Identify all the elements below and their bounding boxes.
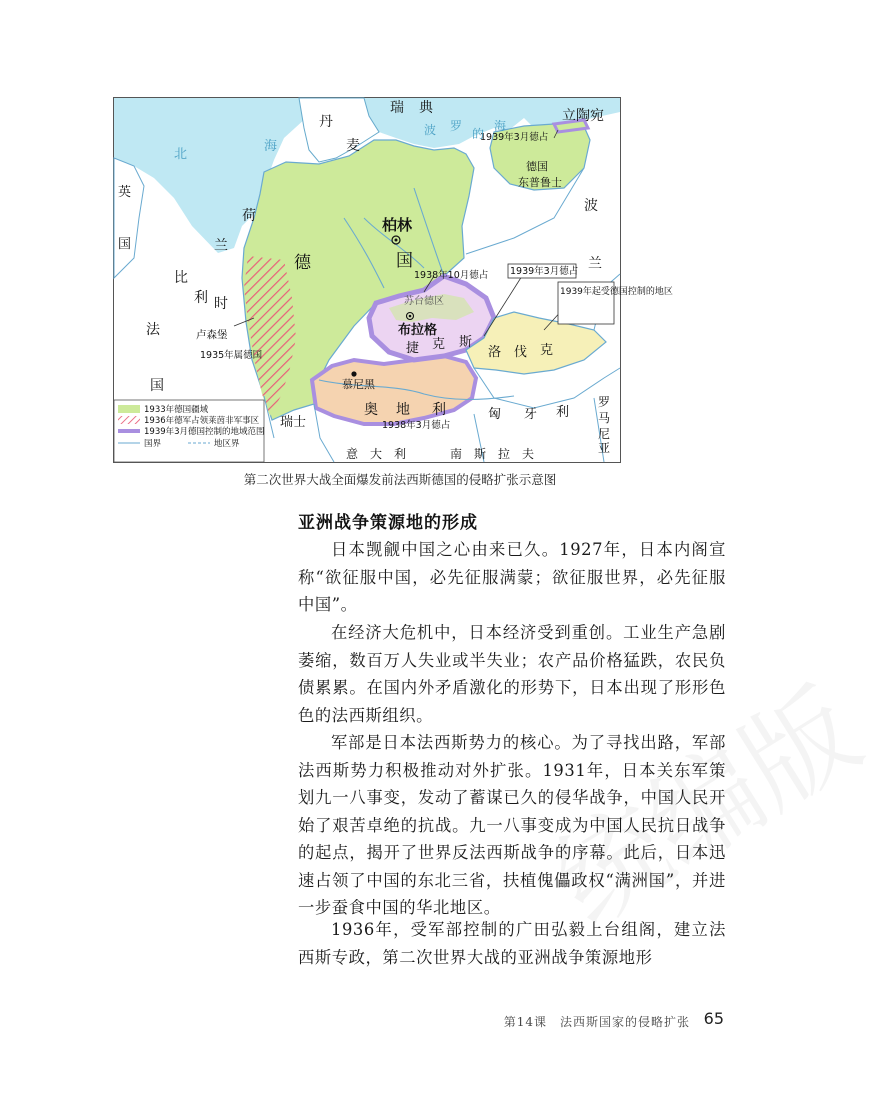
map-label-france-2: 国 <box>150 378 164 394</box>
map-label-munich: 慕尼黑 <box>342 378 375 391</box>
map-label-belgium-1: 比 <box>174 270 188 286</box>
svg-text:波: 波 <box>424 123 437 137</box>
svg-text:奥: 奥 <box>364 402 378 418</box>
footer-lesson: 第14课 法西斯国家的侵略扩张 <box>503 1015 690 1029</box>
svg-text:北: 北 <box>174 147 188 162</box>
svg-text:尼: 尼 <box>598 427 611 441</box>
svg-text:罗: 罗 <box>450 119 463 133</box>
svg-text:的: 的 <box>472 127 485 141</box>
map-label-denmark-2: 麦 <box>346 138 360 154</box>
legend-item-1933: 1933年德国疆域 <box>144 405 209 415</box>
svg-text:罗: 罗 <box>598 395 611 409</box>
map-label-netherlands-2: 兰 <box>214 238 228 254</box>
map-label-sudeten: 苏台德区 <box>404 296 444 307</box>
svg-text:牙: 牙 <box>524 407 538 422</box>
map-label-austria-note: 1938年3月德占 <box>382 420 451 431</box>
svg-text:地: 地 <box>396 402 410 418</box>
legend-item-1936: 1936年德军占领莱茵非军事区 <box>144 416 260 426</box>
map-legend <box>114 400 265 462</box>
paragraph-2: 在经济大危机中，日本经济受到重创。工业生产急剧萎缩，数百万人失业或半失业；农产品价格猛跌，农民负债累累。在国内外矛盾激化的形势下，日本出现了形形色色的法西斯组织。 <box>298 623 726 725</box>
map-label-luxembourg: 卢森堡 <box>196 329 228 341</box>
svg-text:斯: 斯 <box>459 335 473 350</box>
svg-text:海: 海 <box>494 119 507 133</box>
section-title: 亚洲战争策源地的形成 <box>298 513 478 533</box>
map-label-bohemia-note: 1939年3月德占 <box>510 266 579 277</box>
map-label-east-prussia-1: 德国 <box>526 160 548 173</box>
map-label-lithuania: 立陶宛 <box>562 108 604 124</box>
map-label-belgium-3: 时 <box>214 296 228 312</box>
svg-text:伐: 伐 <box>514 345 528 360</box>
expansion-map <box>113 97 673 463</box>
map-label-sweden-2: 典 <box>419 100 433 116</box>
map-label-uk-2: 国 <box>118 237 132 252</box>
map-label-france-1: 法 <box>146 322 160 338</box>
paragraph-3: 军部是日本法西斯势力的核心。为了寻找出路，军部法西斯势力积极推动对外扩张。1931年，日本关东军策划九一八事变，发动了蓄谋已久的侵华战争，中国人民开始了艰苦卓绝的抗战。九一八事变成为中国人民抗日战争的起点，揭开了世界反法西斯战争的序幕。此后，日本迅速占领了中国的东北三省，扶植傀儡政权“满洲国”，并进一步蚕食中国的华北地区。 <box>298 733 726 917</box>
map-label-poland-2: 兰 <box>588 256 602 272</box>
map-label-memel-note: 1939年3月德占 <box>480 132 549 143</box>
svg-text:匈: 匈 <box>488 407 502 422</box>
svg-text:马: 马 <box>598 411 611 425</box>
svg-text:克: 克 <box>432 337 446 352</box>
map-label-netherlands-1: 荷 <box>242 208 256 224</box>
paragraph-1: 日本觊觎中国之心由来已久。1927年，日本内阁宣称“欲征服中国，必先征服满蒙；欲征服世界，必先征服中国”。 <box>298 540 726 614</box>
map-caption: 第二次世界大战全面爆发前法西斯德国的侵略扩张示意图 <box>243 472 557 487</box>
map-label-poland-1: 波 <box>584 198 598 214</box>
map-label-sweden-1: 瑞 <box>390 100 404 116</box>
map-label-belgium-2: 利 <box>194 290 208 306</box>
map-label-east-prussia-2: 东普鲁士 <box>518 176 562 189</box>
map-label-germany-1: 德 <box>294 253 311 273</box>
legend-item-border: 国界 <box>144 439 162 449</box>
map-label-lux-note: 1935年属德国 <box>200 350 263 361</box>
map-label-sudeten-note: 1938年10月德占 <box>414 270 489 281</box>
map-label-slovakia-note: 1939年起受德国控制的地区 <box>560 287 673 297</box>
svg-text:利: 利 <box>432 402 446 418</box>
map-label-prague: 布拉格 <box>398 323 438 338</box>
svg-text:亚: 亚 <box>598 441 611 455</box>
svg-text:利: 利 <box>556 405 570 420</box>
svg-text:洛: 洛 <box>488 345 502 360</box>
paragraph-4: 1936年，受军部控制的广田弘毅上台组阁，建立法西斯专政，第二次世界大战的亚洲战争策源地形 <box>298 920 726 967</box>
map-label-yugoslavia: 南 斯 拉 夫 <box>450 447 535 461</box>
map-label-germany-2: 国 <box>396 251 413 271</box>
map-label-uk-1: 英 <box>118 185 132 200</box>
page-number: 65 <box>703 1009 724 1028</box>
legend-item-1939: 1939年3月德国控制的地域范围 <box>144 427 265 437</box>
svg-text:捷: 捷 <box>406 341 420 356</box>
svg-text:海: 海 <box>264 139 278 154</box>
svg-text:克: 克 <box>540 343 554 358</box>
map-label-berlin: 柏林 <box>382 216 413 234</box>
map-label-denmark-1: 丹 <box>319 114 333 130</box>
legend-item-region: 地区界 <box>214 439 240 449</box>
map-label-switzerland: 瑞士 <box>280 415 307 430</box>
map-label-italy: 意 大 利 <box>346 447 407 461</box>
